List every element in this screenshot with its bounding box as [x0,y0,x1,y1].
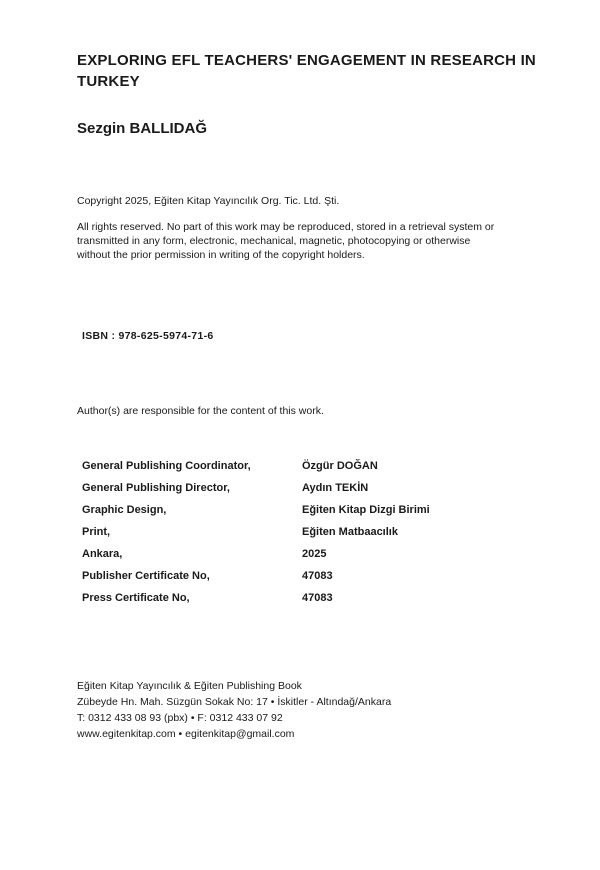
credit-row [82,455,430,477]
credit-label: Ankara, [82,548,123,560]
rights-statement: All rights reserved. No part of this work may be reproduced, stored in a retrieval system or transmitted in any form, electronic, mechanical, magnetic, photocopying or otherwise without the prior permission in writing of the copyright holders. [77,221,495,261]
publisher-info [77,678,391,742]
copyright-notice: Copyright 2025, Eğiten Kitap Yayıncılık Org. Tic. Ltd. Şti. [77,195,340,207]
credit-row [82,499,430,521]
credit-value: Eğiten Matbaacılık [302,526,398,538]
credit-value: 2025 [302,548,327,560]
credit-value: 47083 [302,570,333,582]
isbn: ISBN : 978-625-5974-71-6 [82,330,214,342]
credit-label: General Publishing Coordinator, [82,460,251,472]
credit-row [82,565,430,587]
author-name: Sezgin BALLIDAĞ [77,120,207,137]
responsibility-note: Author(s) are responsible for the content of this work. [77,405,324,417]
credits-table [82,455,430,609]
credit-label: Graphic Design, [82,504,167,516]
publisher-name: Eğiten Kitap Yayıncılık & Eğiten Publishing Book [77,680,302,692]
credit-value: Aydın TEKİN [302,482,369,494]
publisher-web: www.egitenkitap.com • egitenkitap@gmail.com [77,728,295,740]
credit-row [82,587,430,609]
credit-row [82,521,430,543]
credit-row [82,477,430,499]
publisher-phone: T: 0312 433 08 93 (pbx) • F: 0312 433 07 92 [77,712,283,724]
credit-label: Publisher Certificate No, [82,570,210,582]
publisher-address: Zübeyde Hn. Mah. Süzgün Sokak No: 17 • İskitler - Altındağ/Ankara [77,696,392,708]
credit-value: Özgür DOĞAN [302,460,378,472]
credit-label: Print, [82,526,111,538]
book-title: EXPLORING EFL TEACHERS' ENGAGEMENT IN RESEARCH IN TURKEY [77,52,536,90]
credit-value: Eğiten Kitap Dizgi Birimi [302,504,430,516]
credit-value: 47083 [302,592,333,604]
credit-label: Press Certificate No, [82,592,190,604]
credit-row [82,543,430,565]
credit-label: General Publishing Director, [82,482,230,494]
